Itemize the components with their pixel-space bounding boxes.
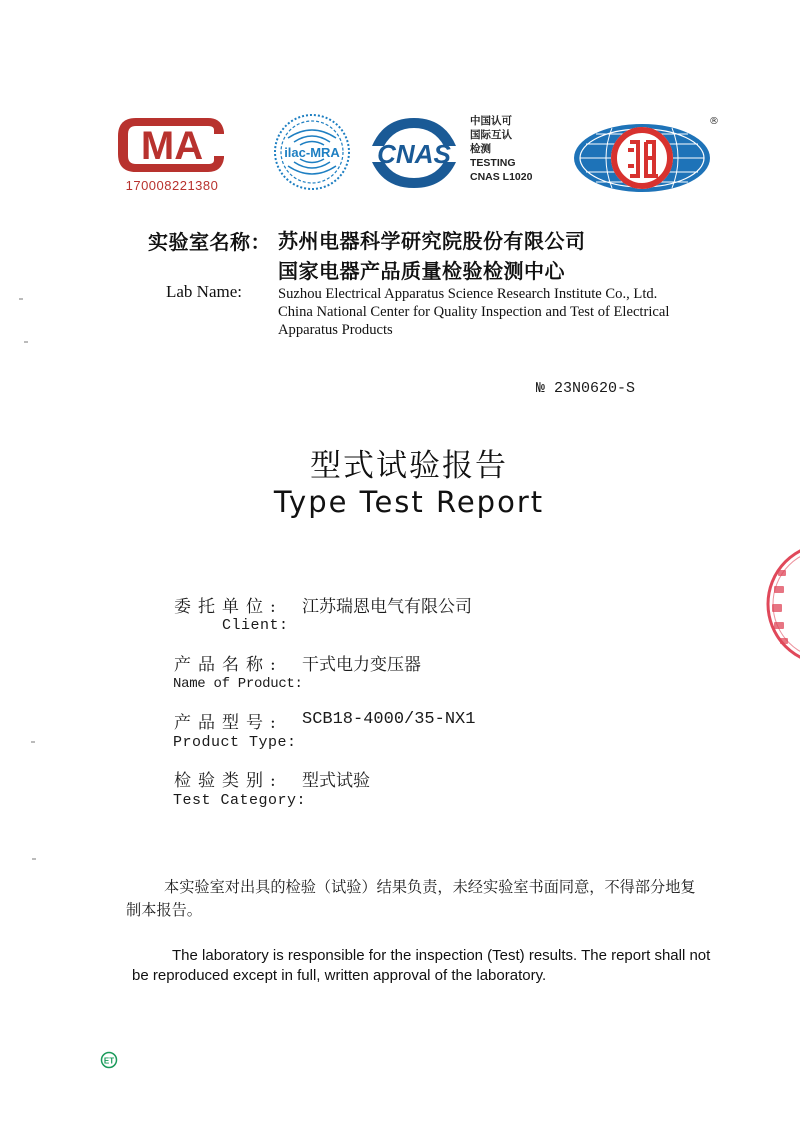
svg-text:MA: MA [140, 124, 204, 168]
svg-text:ET: ET [103, 1056, 115, 1066]
red-seal-icon [764, 540, 800, 670]
report-number-value: 23N0620-S [554, 380, 636, 397]
lab-name-cn-label: 实验室名称： [148, 230, 271, 254]
cnas-logo [366, 116, 462, 190]
scan-artifact [31, 741, 35, 743]
report-title-en: Type Test Report [273, 485, 545, 519]
lab-name-en [278, 285, 718, 339]
lab-name-en-line: China National Center for Quality Inspection and Test of Electrical [278, 304, 670, 320]
cqc-logo [572, 114, 720, 194]
client-label-en: Client: [222, 617, 289, 634]
product-type-label-cn: 产品型号: [174, 713, 283, 733]
cnas-line: 检测 [470, 143, 491, 155]
test-category-label-en: Test Category: [173, 792, 307, 809]
cma-number: 170008221380 [125, 178, 219, 193]
client-value: 江苏瑞恩电气有限公司 [302, 597, 472, 617]
cnas-accreditation-text [470, 114, 532, 184]
cnas-line: 国际互认 [470, 129, 512, 141]
disclaimer-en: The laboratory is responsible for the inspection (Test) results. The report shall not be reproduced except in full, written approval of the laboratory. [132, 947, 711, 984]
disclaimer-cn: 本实验室对出具的检验（试验）结果负责，未经实验室书面同意，不得部分地复制本报告。 [126, 878, 696, 919]
scan-artifact [24, 341, 28, 343]
et-circle-icon [100, 1051, 118, 1069]
lab-name-en-label: Lab Name: [166, 282, 242, 301]
svg-text:ilac-MRA: ilac-MRA [284, 145, 340, 160]
lab-name-cn-line: 苏州电器科学研究院股份有限公司 [278, 229, 586, 253]
report-title-cn: 型式试验报告 [310, 448, 508, 484]
cnas-line: 中国认可 [470, 115, 512, 127]
lab-name-cn-line: 国家电器产品质量检验检测中心 [278, 259, 565, 283]
cma-logo [114, 112, 230, 194]
product-type-label-en: Product Type: [173, 734, 297, 751]
cnas-mark-icon [366, 116, 462, 190]
scan-artifact [32, 858, 36, 860]
product-name-label-en: Name of Product: [173, 676, 303, 692]
product-name-value: 干式电力变压器 [302, 655, 421, 675]
lab-name-en-line: Apparatus Products [278, 322, 393, 338]
test-category-label-cn: 检验类别: [174, 771, 283, 791]
svg-text:CNAS: CNAS [377, 139, 451, 169]
lab-name-cn [278, 226, 586, 286]
cnas-line: TESTING [470, 157, 516, 169]
et-mark [100, 1051, 118, 1069]
test-category-value: 型式试验 [302, 771, 370, 791]
ilac-mra-logo [272, 112, 352, 192]
lab-name-en-line: Suzhou Electrical Apparatus Science Research Institute Co., Ltd. [278, 286, 658, 302]
svg-text:®: ® [709, 116, 719, 127]
official-seal [764, 540, 800, 670]
cma-mark-icon [114, 112, 230, 178]
cnas-line: CNAS L1020 [470, 171, 533, 183]
number-sign: № [536, 380, 546, 397]
scan-artifact [19, 298, 23, 300]
product-name-label-cn: 产品名称: [174, 655, 283, 675]
ilac-mra-icon [272, 112, 352, 192]
client-label-cn: 委托单位: [174, 597, 283, 617]
globe-seal-icon [572, 114, 720, 194]
product-type-value: SCB18-4000/35-NX1 [302, 710, 476, 729]
report-number [536, 380, 635, 397]
